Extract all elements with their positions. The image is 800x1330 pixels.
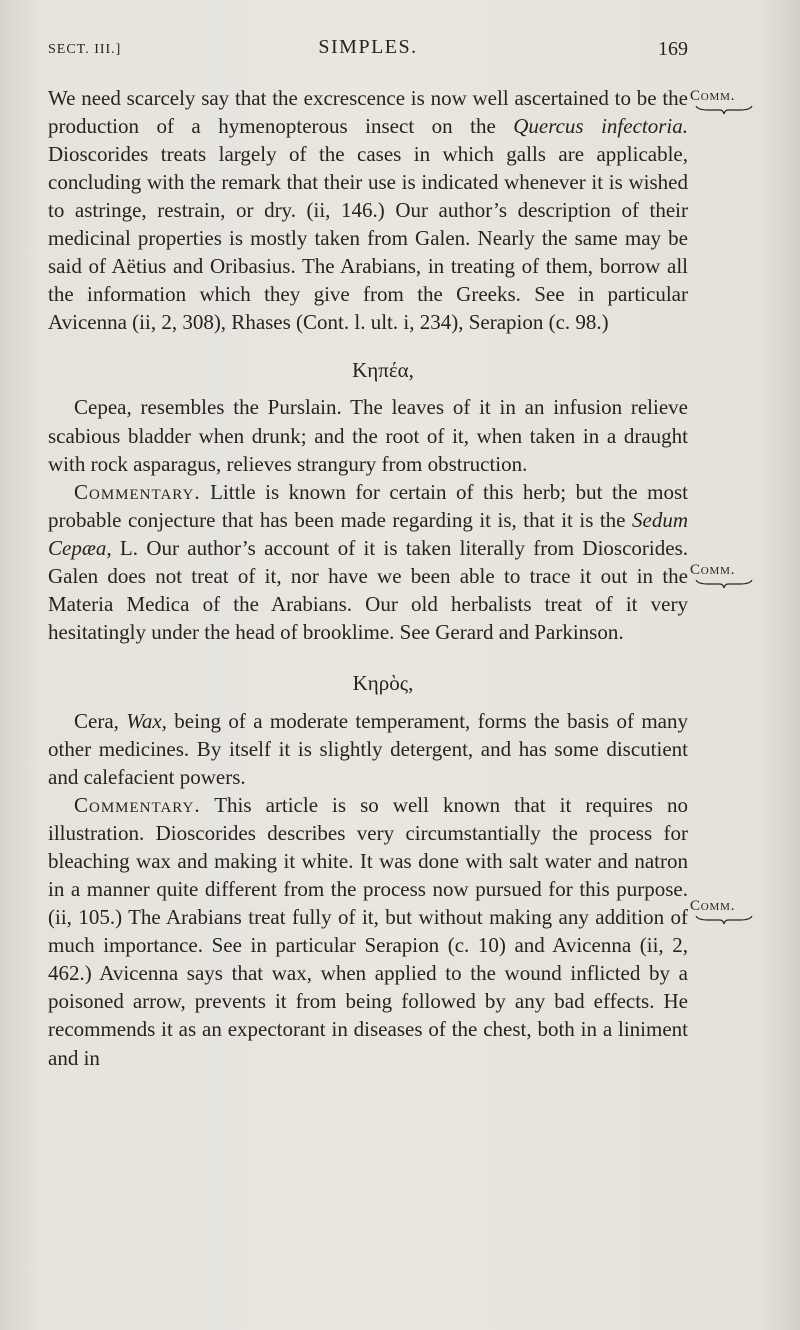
margin-note bbox=[690, 562, 800, 590]
paragraph-cepea-commentary bbox=[48, 478, 688, 646]
margin-note-label: Comm. bbox=[690, 562, 736, 578]
running-header bbox=[48, 36, 688, 68]
paragraph-galls-commentary bbox=[48, 84, 688, 336]
page-number: 169 bbox=[658, 38, 688, 60]
text-run: L. Our author’s account of it is taken literally from Dioscorides. Galen does not treat of it, nor have we been able to trace it out in the Materia Medica of the Arabians. Our old herbalists treat of it very hesitatingly under the head of brooklime. See Gerard and Parkinson. bbox=[48, 535, 688, 644]
paragraph-cepea: Cepea, resembles the Purslain. The leaves of it in an infusion relieve scabious bladder when drunk; and the root of it, when taken in a draught with rock asparagus, relieves strangury from obstruction. bbox=[48, 395, 688, 476]
text-run: Little is known for certain of this herb; but the most probable conjecture that has been made regarding it is, that it is the bbox=[48, 479, 688, 532]
paragraph-wax bbox=[48, 707, 688, 791]
brace-icon bbox=[694, 914, 754, 926]
margin-note bbox=[690, 898, 800, 926]
text-run: being of a moderate temperament, forms the basis of many other medicines. By itself it is slightly detergent, and has some discutient and calefacient powers. bbox=[48, 708, 688, 790]
margin-note bbox=[690, 88, 800, 116]
paragraph-wax-commentary bbox=[48, 791, 688, 1071]
text-run: This article is so well known that it requires no illustration. Dioscorides describes very circumstantially the process for bleaching wax and making it white. It was done with salt water and natron in a manner quite different from the process now pursued for this purpose. (ii, 105.) The Arabians treat fully of it, but without making any addition of much importance. See in particular Serapion (c. 10) and Avicenna (ii, 2, 462.) Avicenna says that wax, when applied to the wound inflicted by a poisoned arrow, prevents it from being followed by any bad effects. He recommends it as an expectorant in diseases of the chest, both in a liniment and in bbox=[48, 793, 688, 1070]
running-title: SIMPLES. bbox=[318, 36, 418, 58]
text-run: Cera, bbox=[74, 708, 127, 733]
brace-icon bbox=[694, 578, 754, 590]
page-body bbox=[48, 84, 688, 1072]
text-run: We need scarcely say that the excrescence is now well ascertained to be the production of a hymenopterous insect on the bbox=[48, 86, 688, 139]
entry-heading-cepea: Κηπέα, bbox=[352, 358, 414, 383]
commentary-lead: Commentary. bbox=[74, 479, 201, 504]
margin-note-label: Comm. bbox=[690, 898, 736, 914]
italic-term: Quercus infectoria. bbox=[513, 114, 688, 139]
brace-icon bbox=[694, 104, 754, 116]
italic-term: Sedum Cepæa, bbox=[48, 507, 688, 560]
italic-term: Wax, bbox=[126, 708, 167, 733]
commentary-lead: Commentary. bbox=[74, 793, 201, 818]
text-run: Dioscorides treats largely of the cases in which galls are applicable, concluding with the remark that their use is indicated whenever it is wished to astringe, restrain, or dry. (ii, 146.) Our author’s description of their medicinal properties is mostly taken from Galen. Nearly the same may be said of Aëtius and Oribasius. The Arabians, in treating of them, borrow all the information which they give from the Greeks. See in particular Avicenna (ii, 2, 308), Rhases (Cont. l. ult. i, 234), Serapion (c. 98.) bbox=[48, 142, 688, 335]
entry-heading-keros: Κηρὸς, bbox=[352, 670, 414, 695]
section-label: SECT. III.] bbox=[48, 42, 122, 57]
margin-note-label: Comm. bbox=[690, 88, 736, 104]
